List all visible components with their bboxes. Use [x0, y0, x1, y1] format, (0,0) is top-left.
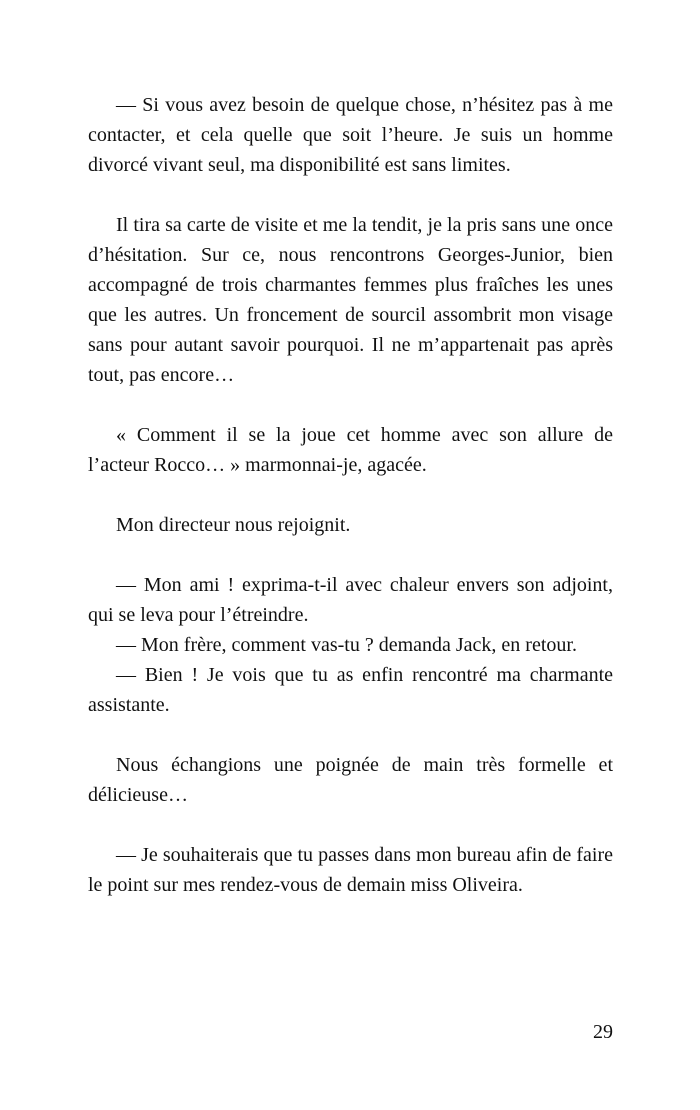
- paragraph: « Comment il se la joue cet homme avec son allure de l’acteur Rocco… » marmonnai-je, agacée.: [88, 424, 613, 476]
- book-page: [88, 90, 613, 930]
- paragraph: Il tira sa carte de visite et me la tendit, je la pris sans une once d’hésitation. Sur ce, nous rencontrons Georges-Junior, bien accompagné de trois charmantes femmes plus fraîches les unes que les autres. Un froncement de sourcil assombrit mon visage sans pour autant savoir pourquoi. Il ne m’appartenait pas après tout, pas encore…: [88, 214, 613, 386]
- dialogue-line: — Mon ami ! exprima-t-il avec chaleur envers son adjoint, qui se leva pour l’étreindre.: [88, 574, 613, 626]
- paragraph: — Je souhaiterais que tu passes dans mon bureau afin de faire le point sur mes rendez-vous de demain miss Oliveira.: [88, 844, 613, 896]
- dialogue-block: [88, 570, 613, 720]
- dialogue-line: — Mon frère, comment vas-tu ? demanda Jack, en retour.: [116, 634, 577, 656]
- dialogue-line: — Bien ! Je vois que tu as enfin rencontré ma charmante assistante.: [88, 664, 613, 716]
- page-number: 29: [593, 1021, 613, 1043]
- paragraph: — Si vous avez besoin de quelque chose, n’hésitez pas à me contacter, et cela quelle que soit l’heure. Je suis un homme divorcé vivant seul, ma disponibilité est sans limites.: [88, 94, 613, 176]
- paragraph: Mon directeur nous rejoignit.: [116, 514, 351, 536]
- paragraph: Nous échangions une poignée de main très formelle et délicieuse…: [88, 754, 613, 806]
